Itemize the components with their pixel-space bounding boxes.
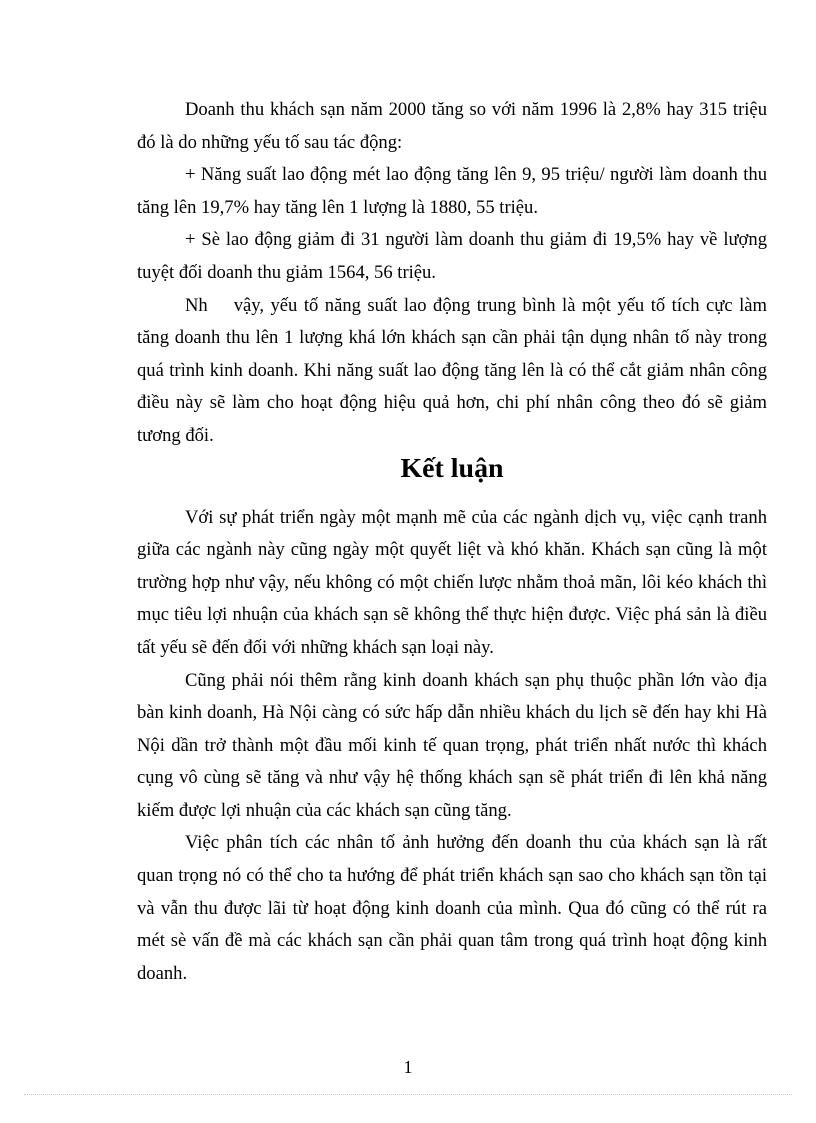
paragraph-revenue-intro: Doanh thu khách sạn năm 2000 tăng so với năm 1996 là 2,8% hay 315 triệu đó là do những yếu tố sau tác động: (137, 99, 767, 153)
paragraph-productivity-factor: + Năng suất lao động mét lao động tăng lên 9, 95 triệu/ người làm doanh thu tăng lên 19,7% hay tăng lên 1 lượng là 1880, 55 triệu. (137, 164, 767, 218)
document-body (137, 94, 772, 990)
heading-spacer (137, 485, 767, 502)
footer-divider (24, 1094, 792, 1095)
paragraph-summary: Nh vậy, yếu tố năng suất lao động trung bình là một yếu tố tích cực làm tăng doanh thu lên 1 lượng khá lớn khách sạn cần phải tận dụng nhân tố này trong quá trình kinh doanh. Khi năng suất lao động tăng lên là có thể cắt giảm nhân công điều này sẽ làm cho hoạt động hiệu quả hơn, chi phí nhân công theo đó sẽ giảm tương đối. (137, 294, 772, 446)
paragraph-conclusion-location: Cũng phải nói thêm rằng kinh doanh khách sạn phụ thuộc phần lớn vào địa bàn kinh doanh, Hà Nội càng có sức hấp dẫn nhiều khách du lịch sẽ đến hay khi Hà Nội dần trở thành một đầu mối kinh tế quan trọng, phát triển nhất nước thì khách cụng vô cùng sẽ tăng và như vậy hệ thống khách sạn sẽ phát triển đi lên khả năng kiếm được lợi nhuận của các khách sạn cũng tăng. (137, 669, 767, 821)
paragraph-conclusion-analysis: Việc phân tích các nhân tố ảnh hưởng đến doanh thu của khách sạn là rất quan trọng nó có thể cho ta hướng để phát triển khách sạn sao cho khách sạn tồn tại và vẫn thu được lãi từ hoạt động kinh doanh của mình. Qua đó cũng có thể rút ra mét sè vấn đề mà các khách sạn cần phải quan tâm trong quá trình hoạt động kinh doanh. (137, 832, 767, 984)
paragraph-conclusion-competition: Với sự phát triển ngày một mạnh mẽ của các ngành dịch vụ, việc cạnh tranh giữa các ngành này cũng ngày một quyết liệt và khó khăn. Khách sạn cũng là một trường hợp như vậy, nếu không có một chiến lược nhằm thoả mãn, lôi kéo khách thì mục tiêu lợi nhuận của khách sạn sẽ không thể thực hiện được. Việc phá sản là điều tất yếu sẽ đến đối với những khách sạn loại này. (137, 506, 767, 658)
page-number: 1 (403, 1057, 413, 1077)
paragraph-labor-factor: + Sè lao động giảm đi 31 người làm doanh thu giảm đi 19,5% hay về lượng tuyệt đối doanh thu giảm 1564, 56 triệu. (137, 229, 767, 283)
section-heading-conclusion: Kết luận (400, 452, 504, 484)
